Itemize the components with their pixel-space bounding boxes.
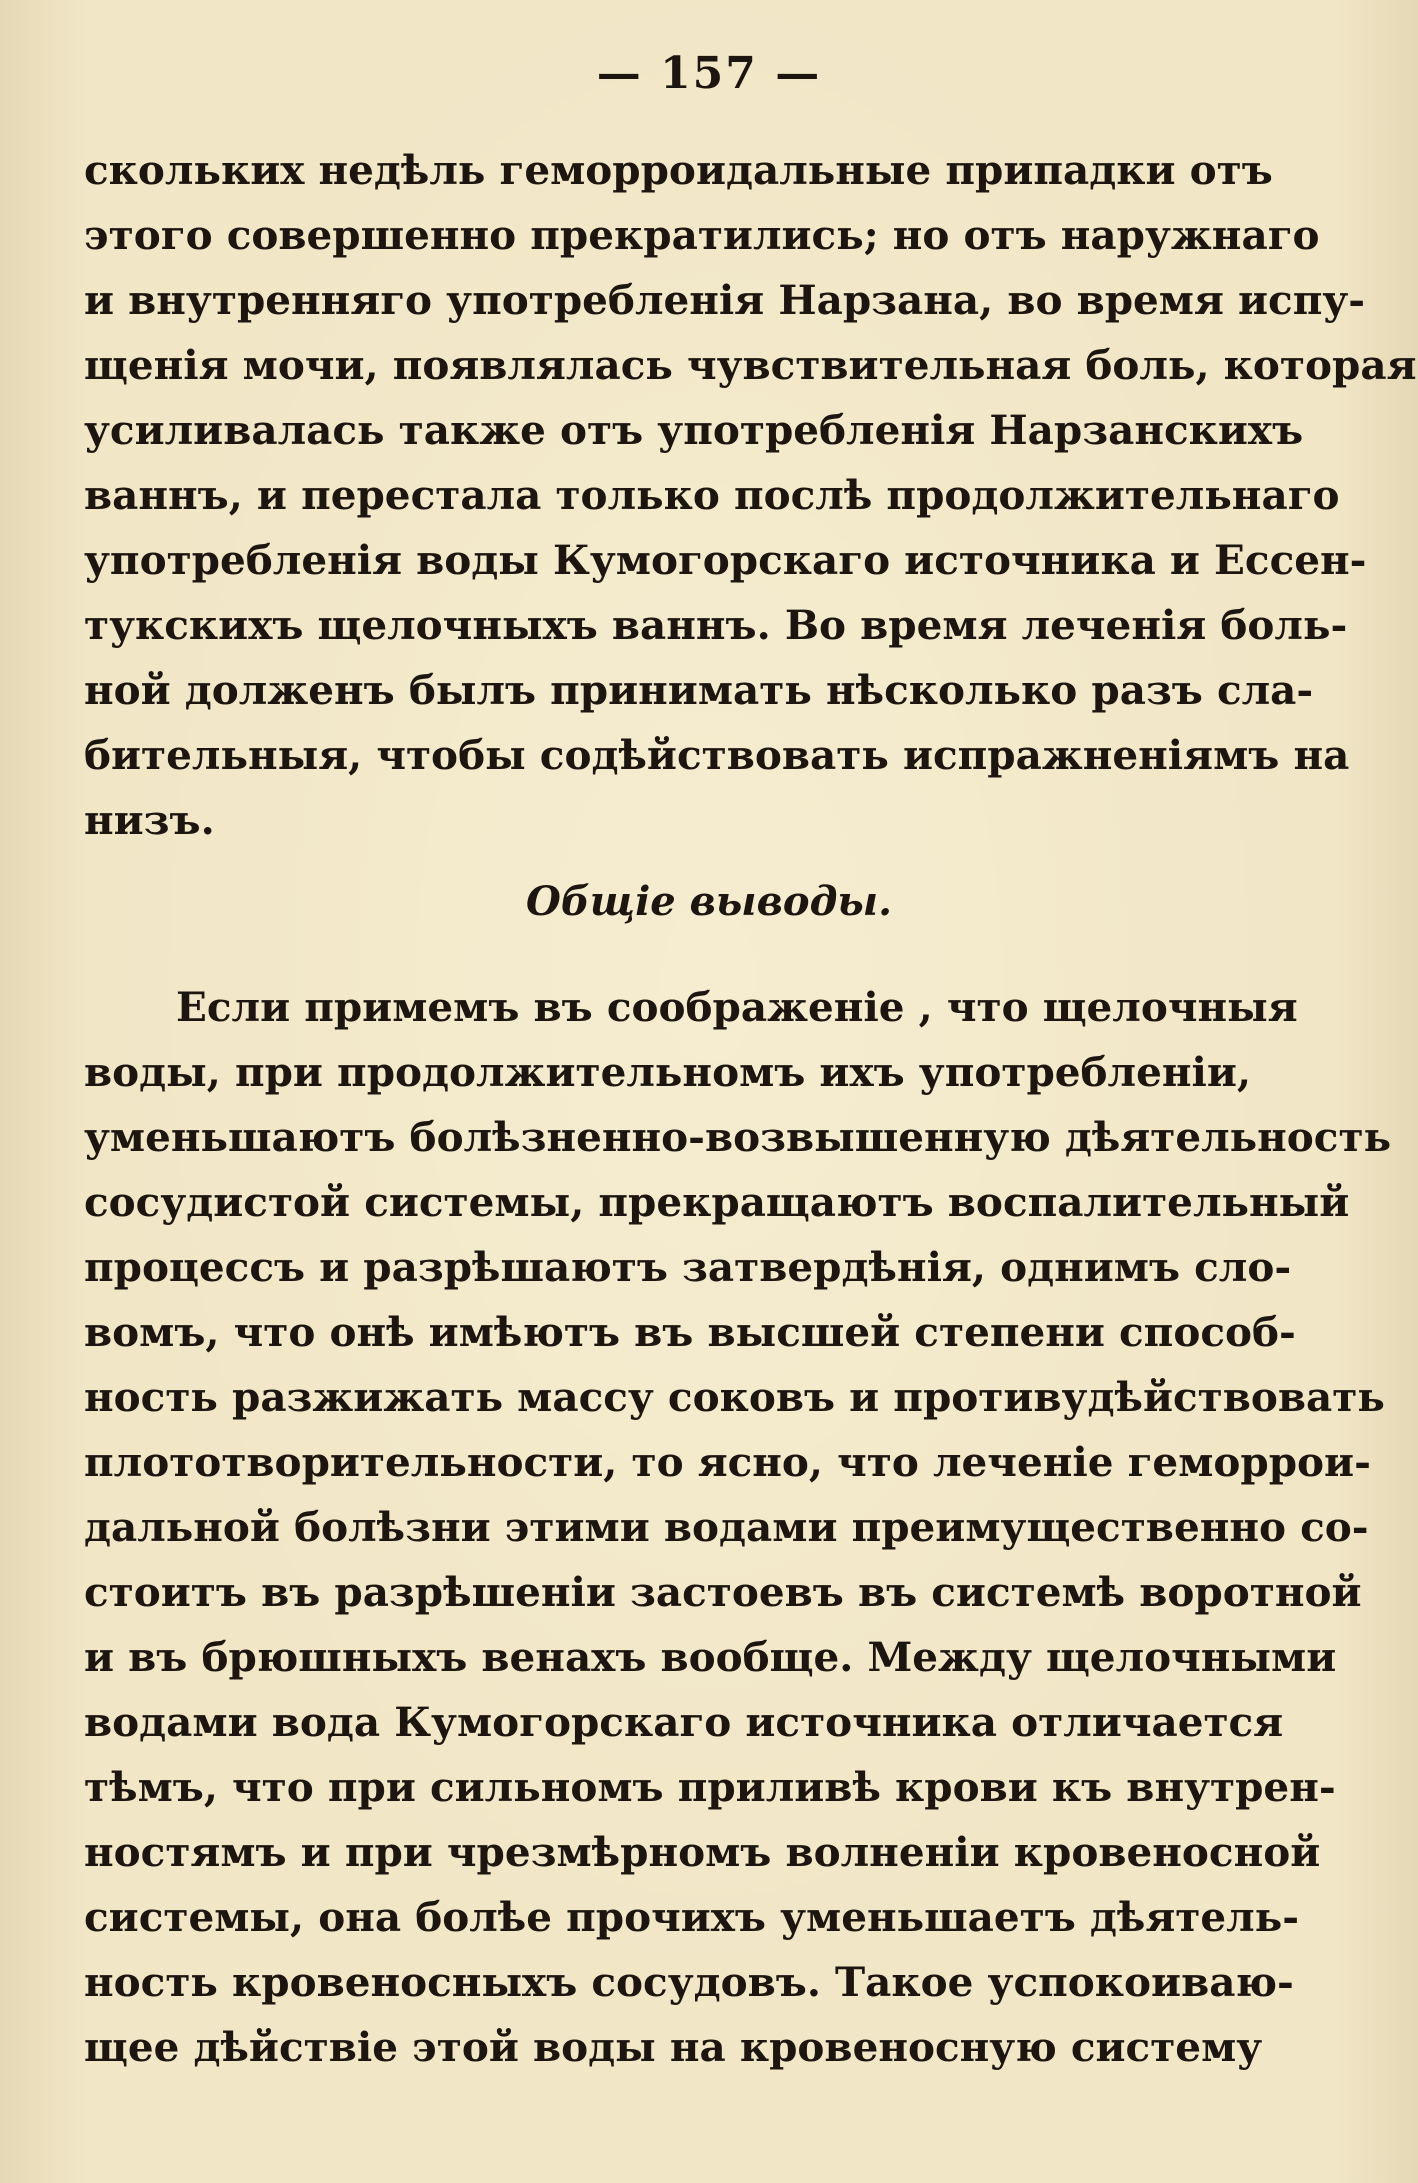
page-number: — 157 —: [596, 48, 822, 99]
text-line: процессъ и разрѣшаютъ затвердѣнія, однимъ сло-: [84, 1243, 1292, 1291]
paragraph-continued: [84, 138, 1417, 853]
text-line: бительныя, чтобы содѣйствовать испражненіямъ на: [84, 731, 1350, 779]
text-line: Если примемъ въ соображеніе , что щелочныя: [176, 983, 1298, 1031]
text-line: и внутренняго употребленія Нарзана, во время испу-: [84, 276, 1366, 324]
text-line: щее дѣйствіе этой воды на кровеносную систему: [84, 2023, 1263, 2071]
text-line: ностямъ и при чрезмѣрномъ волненіи кровеносной: [84, 1828, 1321, 1876]
text-line: дальной болѣзни этими водами преимущественно со-: [84, 1503, 1369, 1551]
paragraph-conclusions: [84, 975, 1392, 2080]
text-line: вомъ, что онѣ имѣютъ въ высшей степени способ-: [84, 1308, 1296, 1356]
text-line: тѣмъ, что при сильномъ приливѣ крови къ внутрен-: [84, 1763, 1336, 1811]
text-line: ной долженъ былъ принимать нѣсколько разъ сла-: [84, 666, 1314, 714]
text-line: воды, при продолжительномъ ихъ употребленіи,: [84, 1048, 1252, 1096]
text-line: стоитъ въ разрѣшеніи застоевъ въ системѣ воротной: [84, 1568, 1362, 1616]
text-line: ность разжижать массу соковъ и противудѣйствовать: [84, 1373, 1385, 1421]
text-line: скольких недѣль геморроидальные припадки отъ: [84, 146, 1273, 194]
section-heading: Общіе выводы.: [525, 878, 893, 925]
text-line: сосудистой системы, прекращаютъ воспалительный: [84, 1178, 1350, 1226]
text-line: низъ.: [84, 796, 215, 844]
text-line: усиливалась также отъ употребленія Нарзанскихъ: [84, 406, 1304, 454]
text-line: щенія мочи, появлялась чувствительная боль, которая: [84, 341, 1417, 389]
text-line: ваннъ, и перестала только послѣ продолжительнаго: [84, 471, 1340, 519]
text-line: водами вода Кумогорскаго источника отличается: [84, 1698, 1284, 1746]
text-line: этого совершенно прекратились; но отъ наружнаго: [84, 211, 1320, 259]
text-line: системы, она болѣе прочихъ уменьшаетъ дѣятель-: [84, 1893, 1299, 1941]
text-line: плототворительности, то ясно, что леченіе геморрои-: [84, 1438, 1371, 1486]
text-line: ность кровеносныхъ сосудовъ. Такое успокоиваю-: [84, 1958, 1294, 2006]
text-line: и въ брюшныхъ венахъ вообще. Между щелочными: [84, 1633, 1337, 1681]
text-line: уменьшаютъ болѣзненно-возвышенную дѣятельность: [84, 1113, 1392, 1161]
text-line: тукскихъ щелочныхъ ваннъ. Во время леченія боль-: [84, 601, 1348, 649]
text-line: употребленія воды Кумогорскаго источника и Ессен-: [84, 536, 1367, 584]
